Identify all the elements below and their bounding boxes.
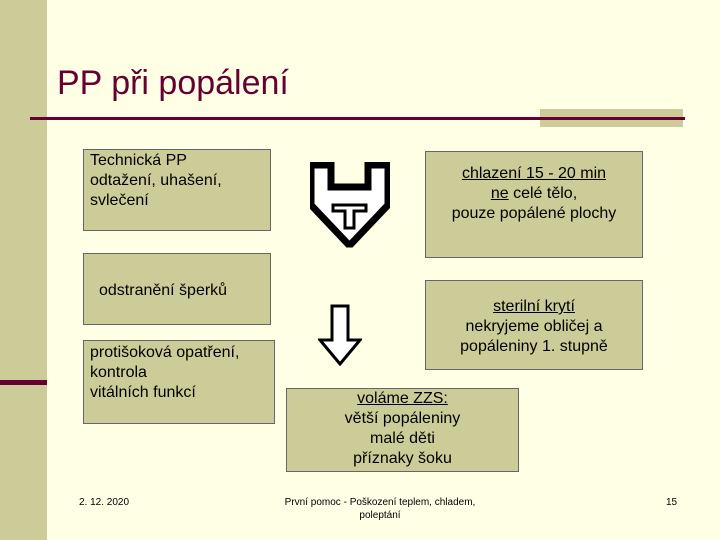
technical-line2: odtažení, uhašení, (90, 172, 222, 189)
call-ems-line4: příznaky šoku (353, 450, 452, 467)
antishock-line1: protišoková opatření, (90, 344, 240, 361)
cooling-box (425, 151, 643, 258)
footer-title (270, 496, 490, 522)
antishock-box (83, 340, 275, 424)
left-decor-bar (0, 0, 47, 540)
cooling-line3: pouze popálené plochy (451, 205, 617, 222)
technical-line1: Technická PP (90, 152, 187, 169)
call-ems-line3: malé děti (370, 430, 435, 447)
call-ems-line2: větší popáleniny (344, 410, 461, 427)
call-ems-line1: voláme ZZS: (357, 390, 448, 407)
cooling-line2 (426, 184, 642, 204)
call-ems-box (286, 388, 519, 472)
title-rule (30, 117, 685, 120)
cooling-line1: chlazení 15 - 20 min (461, 165, 607, 182)
footer-date: 2. 12. 2020 (79, 497, 130, 508)
jewelry-label: odstranění šperků (99, 282, 228, 299)
footer-title-line2: poleptání (359, 510, 401, 521)
left-decor-accent (0, 380, 47, 385)
sterile-box (425, 280, 643, 370)
technical-line3: svlečení (90, 192, 149, 209)
sterile-line3: popáleniny 1. stupně (460, 338, 608, 355)
jewelry-box (83, 253, 271, 325)
sterile-line1: sterilní krytí (493, 298, 575, 315)
footer-page-number: 15 (666, 497, 678, 508)
sterile-line2: nekryjeme obličej a (465, 318, 603, 335)
footer-title-line1: První pomoc - Poškození teplem, chladem, (284, 497, 476, 508)
down-arrow-icon (318, 304, 362, 366)
down-arrow-icon (310, 162, 390, 248)
cooling-not-emphasis: ne (490, 185, 509, 202)
antishock-line2: kontrola (90, 364, 147, 381)
cooling-line2-rest: celé tělo, (508, 185, 578, 202)
antishock-line3: vitálních funkcí (90, 384, 196, 401)
slide-title: PP při popálení (57, 64, 289, 102)
technical-pp-box (83, 149, 271, 231)
